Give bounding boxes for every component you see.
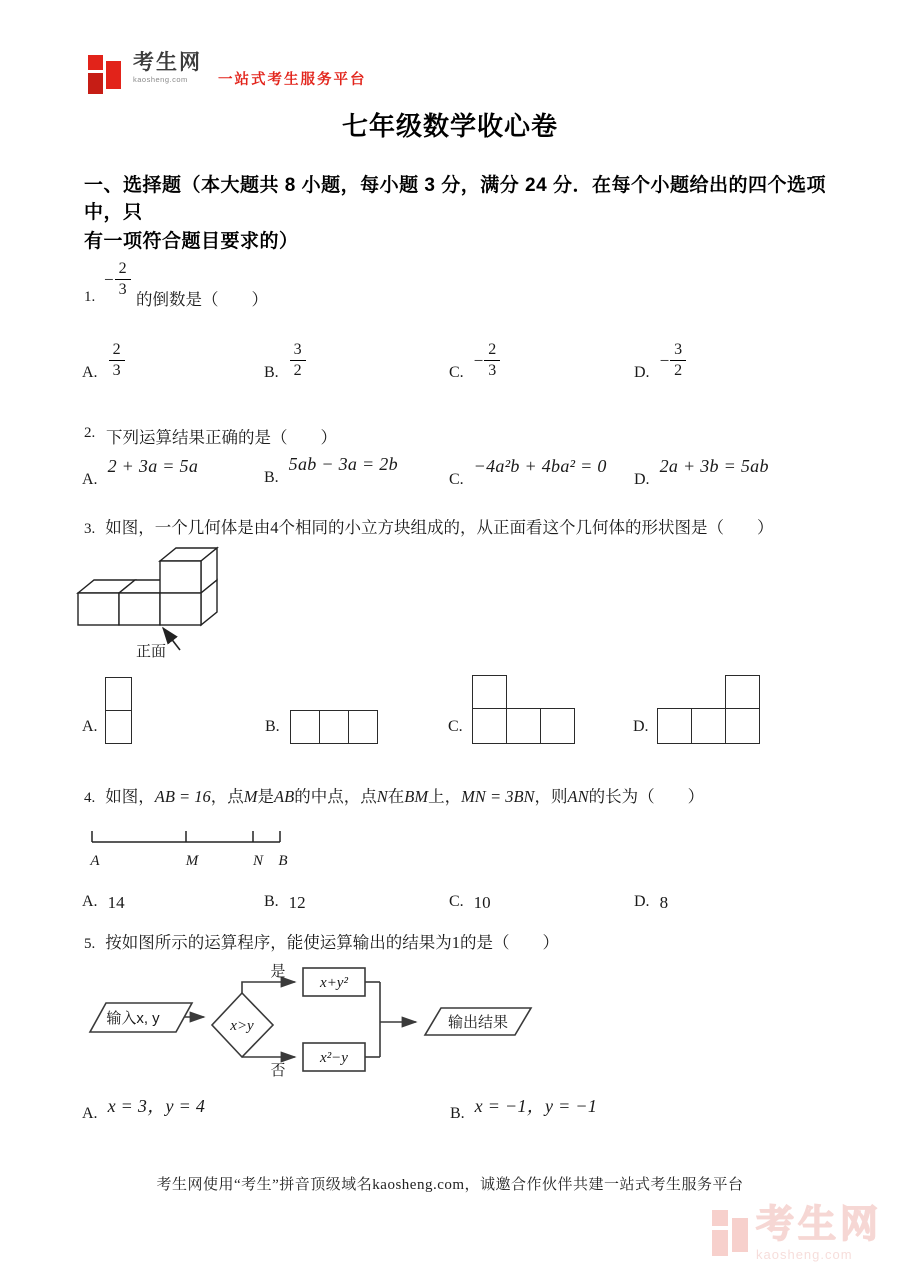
q1-stem-fraction: − $\frac{2}{3}$ bbox=[104, 260, 131, 300]
logo-tagline: 一站式考生服务平台 bbox=[218, 72, 367, 88]
q3-shape-b bbox=[290, 710, 380, 746]
q1-stem: 的倒数是（ ） bbox=[136, 290, 268, 309]
q3-shape-d bbox=[657, 675, 762, 747]
q2-number: 2. bbox=[84, 425, 96, 441]
point-label-A: A bbox=[90, 853, 100, 869]
q3-stem: 3. 如图，一个几何体是由4个相同的小立方块组成的，从正面看这个几何体的形状图是（ ） bbox=[84, 518, 774, 537]
option-label: A. bbox=[82, 364, 98, 381]
flow-condition: x>y bbox=[230, 1018, 254, 1034]
q4-option-a: A. 14 bbox=[82, 893, 125, 912]
watermark-logo-icon bbox=[712, 1206, 748, 1258]
site-logo bbox=[88, 52, 367, 96]
logo-name: 考生网 bbox=[133, 51, 202, 74]
flow-yes-label: 是 bbox=[270, 963, 286, 980]
q3-shape-a bbox=[105, 677, 133, 745]
flow-branch-no: x²−y bbox=[320, 1050, 348, 1066]
q2-stem: 下列运算结果正确的是（ ） bbox=[106, 428, 337, 447]
q5-stem: 5. 按如图所示的运算程序，能使运算输出的结果为1的是（ ） bbox=[84, 933, 559, 952]
point-label-B: B bbox=[278, 853, 288, 869]
math-expression: −4a²b + 4ba² = 0 bbox=[473, 456, 607, 476]
watermark-name: 考生网 bbox=[756, 1204, 883, 1246]
q1-option-d bbox=[634, 341, 686, 382]
fraction: − $\frac{3}{2}$ bbox=[660, 341, 687, 381]
point-label-M: M bbox=[185, 853, 199, 869]
q5-option-a: A. x = 3，y = 4 bbox=[82, 1092, 205, 1123]
q2-option-c: C. −4a²b + 4ba² = 0 bbox=[449, 456, 607, 488]
option-label: D. bbox=[634, 364, 650, 381]
q2-option-d: D. 2a + 3b = 5ab bbox=[634, 456, 769, 488]
paper-title: 七年级数学收心卷 bbox=[341, 111, 558, 141]
q3-shape-c bbox=[472, 675, 577, 747]
q4-option-c: C. 10 bbox=[449, 893, 491, 912]
q1-option-a bbox=[82, 341, 125, 382]
q2-option-a: A. 2 + 3a = 5a bbox=[82, 456, 199, 488]
option-label: C. bbox=[449, 364, 464, 381]
footer-text: 考生网使用“考生”拼音顶级域名kaosheng.com，诚邀合作伙伴共建一站式考生服务平台 bbox=[156, 1177, 744, 1193]
front-label: 正面 bbox=[136, 643, 167, 660]
point-label-N: N bbox=[252, 853, 264, 869]
watermark-logo bbox=[712, 1206, 882, 1261]
q4-segment-figure bbox=[86, 828, 296, 873]
fraction: − $\frac{2}{3}$ bbox=[474, 341, 501, 381]
q4-number: 4. bbox=[84, 790, 96, 806]
q1-option-c bbox=[449, 341, 500, 382]
option-label: B. bbox=[264, 364, 279, 381]
q4-stem: 4. 如图，AB = 16，点M是AB的中点，点N在BM上，MN = 3BN，则AN的长为（ ） bbox=[84, 787, 705, 806]
q3-option-c-label: C. bbox=[448, 718, 463, 735]
q4-option-d: D. 8 bbox=[634, 893, 669, 912]
kaosheng-logo-icon bbox=[88, 52, 126, 96]
q5-flowchart bbox=[75, 960, 555, 1092]
q3-option-d-label: D. bbox=[633, 718, 649, 735]
q3-option-b-label: B. bbox=[265, 718, 280, 735]
q4-option-b: B. 12 bbox=[264, 893, 306, 912]
math-expression: 5ab − 3a = 2b bbox=[288, 454, 398, 474]
fraction: 2 3 bbox=[108, 341, 125, 381]
math-expression: x = 3，y = 4 bbox=[107, 1096, 206, 1116]
logo-domain: kaosheng.com bbox=[133, 75, 188, 84]
flow-no-label: 否 bbox=[270, 1062, 286, 1079]
flow-input: 输入x, y bbox=[106, 1010, 160, 1027]
q3-number: 3. bbox=[84, 521, 96, 537]
q1-number: 1. bbox=[84, 289, 96, 305]
flow-branch-yes: x+y² bbox=[320, 975, 348, 991]
q1-option-b bbox=[264, 341, 306, 382]
section-header-line1: 一、选择题（本大题共 8 小题，每小题 3 分，满分 24 分．在每个小题给出的四个选项中，只 bbox=[84, 175, 826, 223]
q5-option-b: B. x = −1，y = −1 bbox=[450, 1092, 597, 1123]
watermark-domain: kaosheng.com bbox=[756, 1247, 853, 1262]
flow-output: 输出结果 bbox=[447, 1014, 509, 1031]
q5-number: 5. bbox=[84, 936, 96, 952]
q3-cube-figure bbox=[76, 545, 256, 665]
math-expression: 2a + 3b = 5ab bbox=[659, 456, 769, 476]
math-expression: x = −1，y = −1 bbox=[474, 1096, 598, 1116]
section-header-line2: 有一项符合题目要求的） bbox=[84, 231, 299, 252]
q2-option-b: B. 5ab − 3a = 2b bbox=[264, 454, 398, 486]
q3-option-a-label: A. bbox=[82, 718, 98, 735]
fraction: 3 2 bbox=[289, 341, 306, 381]
math-expression: 2 + 3a = 5a bbox=[107, 456, 199, 476]
